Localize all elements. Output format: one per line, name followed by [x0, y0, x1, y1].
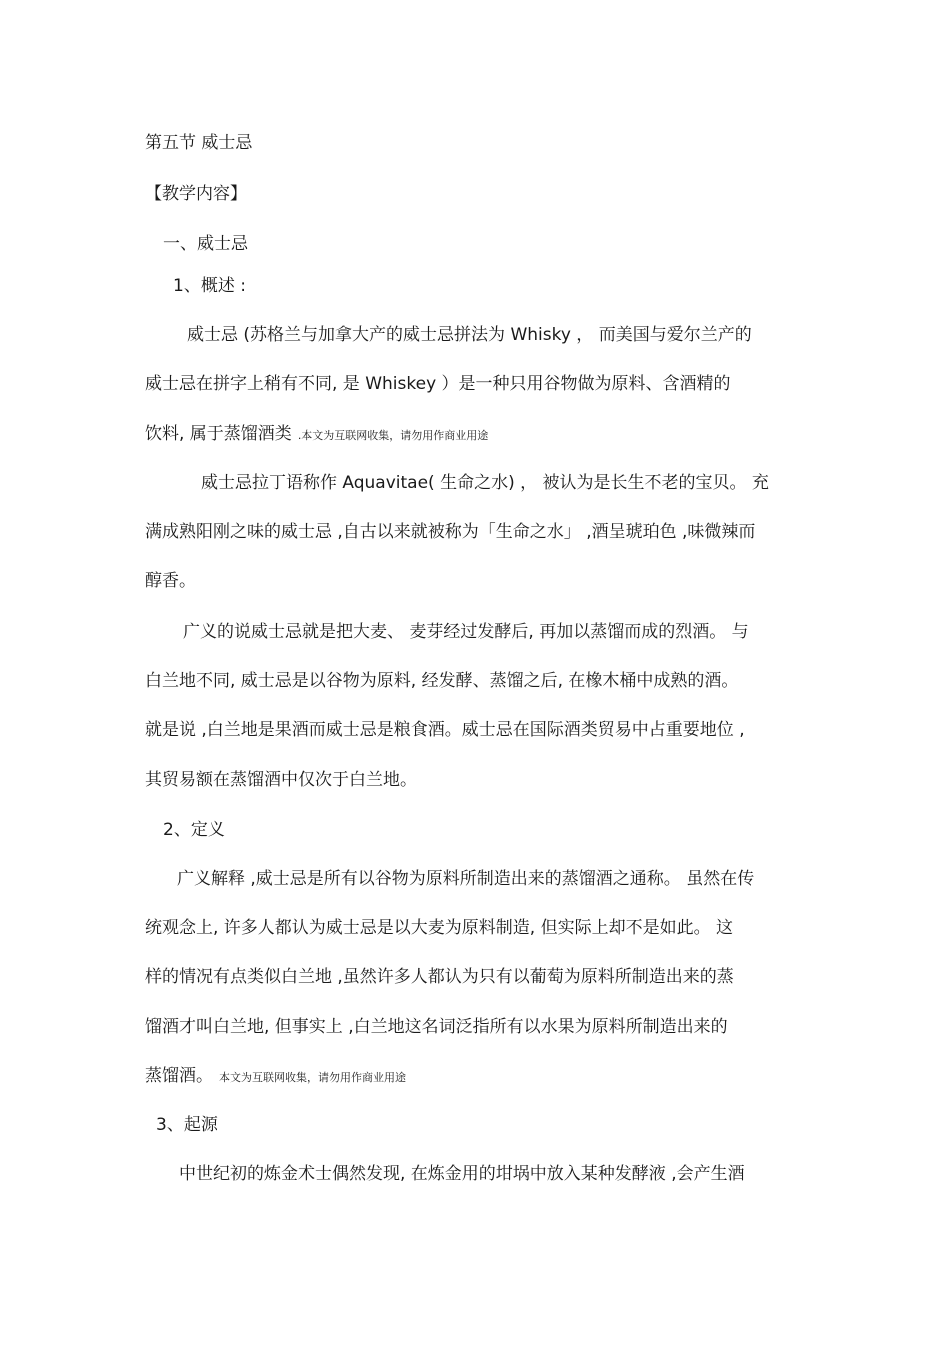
section-title: 第五节 威士忌	[145, 133, 253, 153]
paragraph-line: 馏酒才叫白兰地, 但事实上 ,白兰地这名词泛指所有以水果为原料所制造出来的	[145, 1017, 728, 1037]
paragraph-line: 广义解释 ,威士忌是所有以谷物为原料所制造出来的蒸馏酒之通称。 虽然在传	[177, 869, 755, 889]
subheading-origin: 3、起源	[156, 1115, 218, 1135]
paragraph-line	[145, 1064, 406, 1090]
paragraph-line: 威士忌 (苏格兰与加拿大产的威士忌拼法为 Whisky ， 而美国与爱尔兰产的	[187, 325, 752, 345]
heading-whisky: 一、威士忌	[163, 234, 248, 254]
paragraph-line: 统观念上, 许多人都认为威士忌是以大麦为原料制造, 但实际上却不是如此。 这	[145, 918, 734, 938]
paragraph-line: 中世纪初的炼金术士偶然发现, 在炼金用的坩埚中放入某种发酵液 ,会产生酒	[179, 1164, 745, 1184]
paragraph-text: 蒸馏酒。	[145, 1066, 213, 1086]
paragraph-line	[145, 422, 488, 448]
paragraph-line: 其贸易额在蒸馏酒中仅次于白兰地。	[145, 770, 417, 790]
paragraph-line: 醇香。	[145, 571, 196, 591]
paragraph-line: 白兰地不同, 威士忌是以谷物为原料, 经发酵、蒸馏之后, 在橡木桶中成熟的酒。	[145, 671, 739, 691]
paragraph-line: 满成熟阳刚之味的威士忌 ,自古以来就被称为「生命之水」 ,酒呈琥珀色 ,味微辣而	[145, 522, 756, 542]
copyright-note: .本文为互联网收集，请勿用作商业用途	[297, 429, 489, 442]
subheading-definition: 2、定义	[163, 820, 225, 840]
paragraph-line: 威士忌在拼字上稍有不同, 是 Whiskey ）是一种只用谷物做为原料、含酒精的	[145, 374, 731, 394]
paragraph-line: 样的情况有点类似白兰地 ,虽然许多人都认为只有以葡萄为原料所制造出来的蒸	[145, 967, 734, 987]
paragraph-line: 广义的说威士忌就是把大麦、 麦芽经过发酵后, 再加以蒸馏而成的烈酒。 与	[183, 622, 749, 642]
teaching-content-heading: 【教学内容】	[145, 184, 247, 204]
subheading-overview: 1、概述 :	[173, 276, 246, 296]
paragraph-line: 威士忌拉丁语称作 Aquavitae( 生命之水) ， 被认为是长生不老的宝贝。 充	[201, 473, 769, 493]
copyright-note: 本文为互联网收集，请勿用作商业用途	[219, 1071, 406, 1084]
paragraph-line: 就是说 ,白兰地是果酒而威士忌是粮食酒。威士忌在国际酒类贸易中占重要地位 ,	[145, 720, 745, 740]
paragraph-text: 饮料, 属于蒸馏酒类	[145, 424, 292, 444]
